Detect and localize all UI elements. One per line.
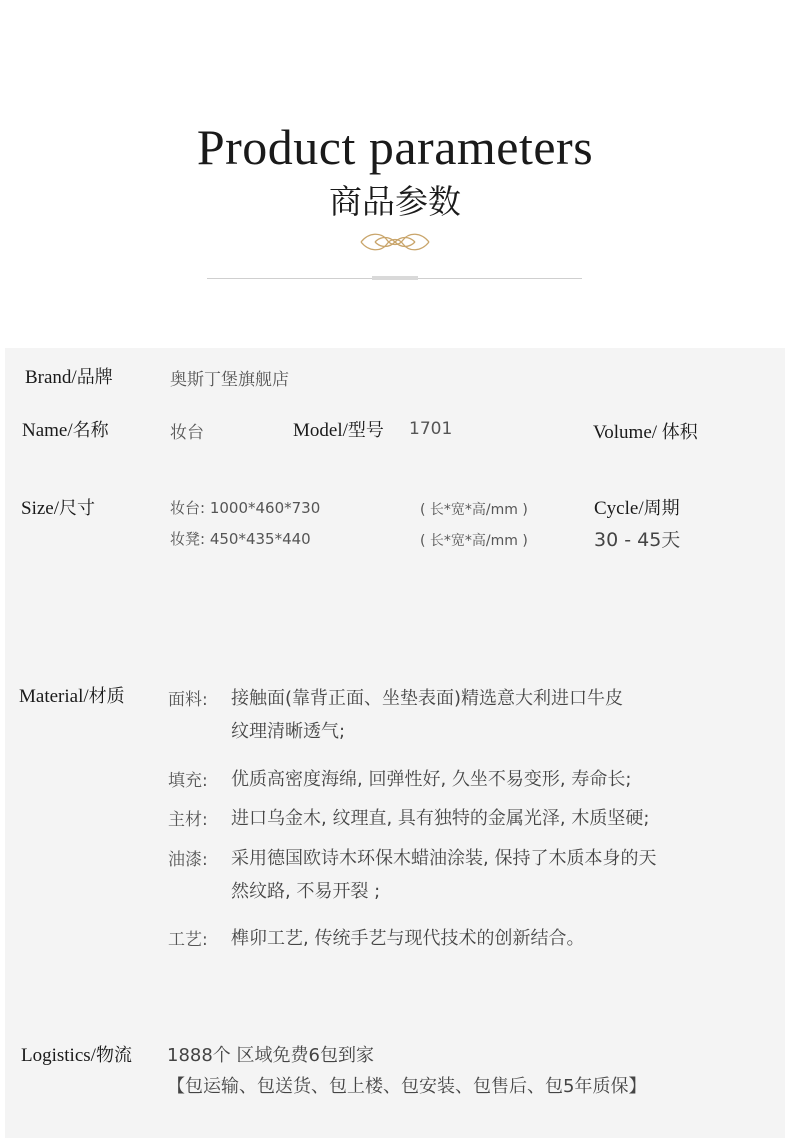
flourish-icon [357, 228, 433, 256]
logistics-label: Logistics/物流 [21, 1045, 132, 1066]
material-text-fabric-1: 接触面(靠背正面、坐垫表面)精选意大利进口牛皮 [231, 688, 624, 709]
page-title-en: Product parameters [196, 119, 594, 175]
divider-mark [372, 276, 418, 280]
cycle-label: Cycle/周期 [594, 498, 680, 519]
material-key-main: 主材: [168, 810, 208, 830]
material-key-craft: 工艺: [168, 930, 208, 950]
name-label: Name/名称 [22, 420, 109, 441]
logistics-line-1: 1888个 区域免费6包到家 [167, 1045, 374, 1066]
parameters-panel [5, 348, 785, 1138]
material-label: Material/材质 [19, 686, 125, 707]
material-text-filling: 优质高密度海绵, 回弹性好, 久坐不易变形, 寿命长; [231, 769, 632, 790]
brand-label: Brand/品牌 [25, 367, 113, 388]
material-key-filling: 填充: [168, 771, 208, 791]
model-value: 1701 [409, 419, 453, 439]
material-text-paint-1: 采用德国欧诗木环保木蜡油涂装, 保持了木质本身的天 [231, 848, 657, 869]
cycle-value: 30 - 45天 [594, 529, 681, 551]
size-unit-table: ( 长*宽*高/mm ) [420, 502, 528, 518]
brand-value: 奥斯丁堡旗舰店 [170, 370, 289, 390]
volume-label: Volume/ 体积 [593, 422, 698, 443]
size-item-table: 妆台: 1000*460*730 [170, 499, 321, 517]
material-text-fabric-2: 纹理清晰透气; [231, 721, 346, 742]
logistics-line-2: 【包运输、包送货、包上楼、包安装、包售后、包5年质保】 [167, 1076, 647, 1097]
material-text-main: 进口乌金木, 纹理直, 具有独特的金属光泽, 木质坚硬; [231, 808, 650, 829]
page-title-cn: 商品参数 [329, 182, 461, 221]
size-unit-stool: ( 长*宽*高/mm ) [420, 533, 528, 549]
name-value: 妆台 [170, 423, 204, 443]
material-key-fabric: 面料: [168, 690, 208, 710]
material-text-paint-2: 然纹路, 不易开裂 ; [231, 881, 381, 902]
size-label: Size/尺寸 [21, 498, 95, 519]
model-label: Model/型号 [293, 420, 384, 441]
size-item-stool: 妆凳: 450*435*440 [170, 530, 311, 548]
material-key-paint: 油漆: [168, 850, 208, 870]
material-text-craft: 榫卯工艺, 传统手艺与现代技术的创新结合。 [231, 928, 585, 949]
